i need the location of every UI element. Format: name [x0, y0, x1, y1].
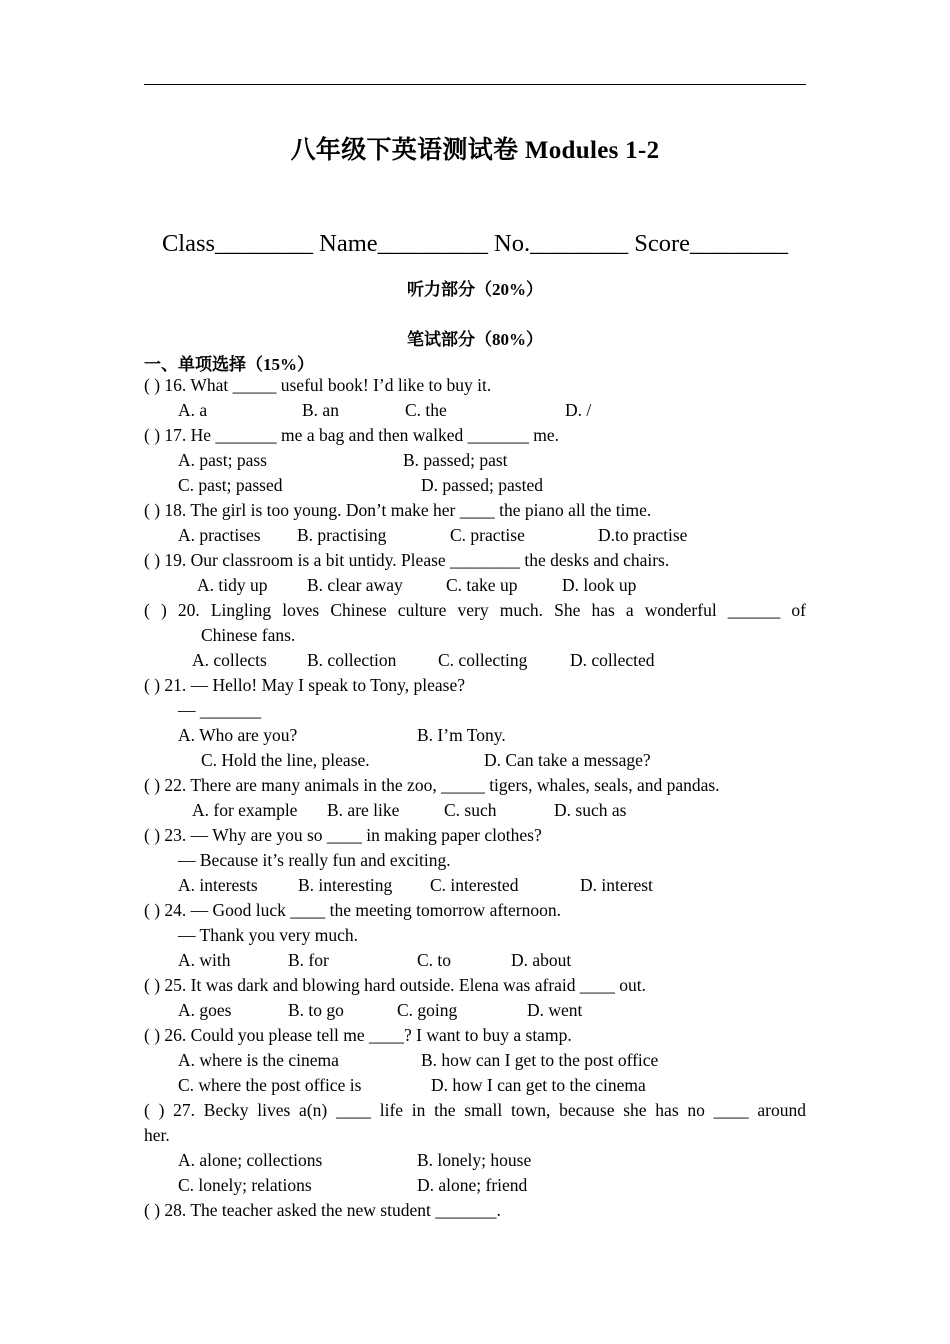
question-stem-continued: Chinese fans. [201, 625, 296, 645]
question-stem: ( ) 19. Our classroom is a bit untidy. Please ________ the desks and chairs. [144, 550, 670, 570]
option: A. where is the cinema [178, 1050, 339, 1070]
page-title: 八年级下英语测试卷 Modules 1-2 [290, 137, 660, 164]
section-writing: 笔试部分（80%） [407, 330, 543, 349]
option: D. collected [570, 650, 655, 670]
option: B. for [288, 950, 329, 970]
option: D. / [565, 400, 592, 420]
option: B. are like [327, 800, 400, 820]
option: B. clear away [307, 575, 403, 595]
dialogue-reply: — Because it’s really fun and exciting. [178, 850, 451, 870]
option: B. lonely; house [417, 1150, 532, 1170]
student-info-line: Class________ Name_________ No.________ Score________ [161, 230, 789, 257]
option: D. Can take a message? [484, 750, 651, 770]
option: D.to practise [598, 525, 688, 545]
option: A. Who are you? [178, 725, 298, 745]
part-heading: 一、单项选择（15%） [144, 355, 314, 374]
option: D. such as [554, 800, 627, 820]
option: C. where the post office is [178, 1075, 362, 1095]
option: B. interesting [298, 875, 393, 895]
option: B. practising [297, 525, 387, 545]
option: C. take up [446, 575, 518, 595]
question-stem: ( ) 16. What _____ useful book! I’d like to buy it. [144, 375, 492, 395]
section-listening: 听力部分（20%） [407, 280, 543, 299]
option: B. how can I get to the post office [421, 1050, 659, 1070]
question-stem: ( ) 26. Could you please tell me ____? I want to buy a stamp. [144, 1025, 572, 1045]
option: A. collects [192, 650, 267, 670]
option: C. collecting [438, 650, 528, 670]
top-rule [144, 84, 806, 85]
option: B. passed; past [403, 450, 508, 470]
option: A. a [178, 400, 208, 420]
question-stem: ( ) 24. — Good luck ____ the meeting tomorrow afternoon. [144, 900, 561, 920]
option: B. an [302, 400, 339, 420]
question-stem: ( ) 25. It was dark and blowing hard outside. Elena was afraid ____ out. [144, 975, 647, 995]
option: D. how I can get to the cinema [431, 1075, 646, 1095]
option: B. to go [288, 1000, 344, 1020]
option: A. practises [178, 525, 261, 545]
question-stem: ( ) 17. He _______ me a bag and then walked _______ me. [144, 425, 560, 445]
question-stem: ( ) 28. The teacher asked the new student _______. [144, 1200, 501, 1220]
question-stem: ( ) 18. The girl is too young. Don’t make her ____ the piano all the time. [144, 500, 652, 520]
dialogue-reply: — _______ [178, 700, 262, 720]
option: A. interests [178, 875, 258, 895]
option: A. tidy up [197, 575, 268, 595]
option: C. the [405, 400, 447, 420]
option: D. passed; pasted [421, 475, 543, 495]
option: A. with [178, 950, 231, 970]
option: C. past; passed [178, 475, 283, 495]
option: D. about [511, 950, 572, 970]
option: C. lonely; relations [178, 1175, 312, 1195]
option: C. such [444, 800, 497, 820]
option: B. collection [307, 650, 397, 670]
question-stem: ( ) 27. Becky lives a(n) ____ life in the small town, because she has no ____ around [144, 1100, 806, 1120]
option: C. practise [450, 525, 525, 545]
option: C. going [397, 1000, 458, 1020]
question-stem: ( ) 20. Lingling loves Chinese culture very much. She has a wonderful ______ of [144, 600, 806, 620]
dialogue-reply: — Thank you very much. [178, 925, 358, 945]
option: B. I’m Tony. [417, 725, 506, 745]
option: A. alone; collections [178, 1150, 323, 1170]
question-stem: ( ) 21. — Hello! May I speak to Tony, please? [144, 675, 465, 695]
question-stem-continued: her. [144, 1125, 170, 1145]
option: A. for example [192, 800, 298, 820]
option: A. goes [178, 1000, 232, 1020]
option: C. to [417, 950, 452, 970]
option: D. alone; friend [417, 1175, 528, 1195]
option: C. Hold the line, please. [201, 750, 370, 770]
option: D. interest [580, 875, 653, 895]
option: D. went [527, 1000, 583, 1020]
question-stem: ( ) 23. — Why are you so ____ in making paper clothes? [144, 825, 542, 845]
question-stem: ( ) 22. There are many animals in the zoo, _____ tigers, whales, seals, and pandas. [144, 775, 720, 795]
option: C. interested [430, 875, 519, 895]
option: A. past; pass [178, 450, 267, 470]
option: D. look up [562, 575, 637, 595]
